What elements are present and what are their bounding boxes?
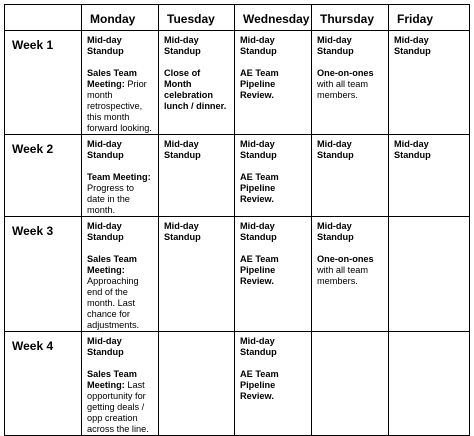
schedule-entry	[240, 35, 307, 57]
entry-title: Mid-day Standup	[394, 35, 431, 56]
entry-title: Mid-day Standup	[240, 139, 277, 160]
schedule-cell	[235, 31, 312, 135]
day-header: Friday	[389, 5, 470, 31]
week-row	[5, 332, 470, 436]
week-label: Week 3	[5, 217, 82, 332]
schedule-entry	[240, 221, 307, 243]
schedule-cell	[312, 31, 389, 135]
entry-title: Mid-day Standup	[317, 221, 354, 242]
entry-title: Mid-day Standup	[394, 139, 431, 160]
schedule-entry	[317, 35, 384, 57]
entry-title: Sales Team Meeting:	[87, 369, 137, 390]
entry-spacer	[317, 57, 384, 68]
schedule-cell	[235, 217, 312, 332]
schedule-entry	[394, 139, 465, 161]
entry-detail: Prior month retrospective, this month forward looking.	[87, 79, 152, 133]
schedule-entry	[240, 68, 307, 101]
schedule-cell	[389, 135, 470, 217]
week-row	[5, 135, 470, 217]
entry-title: Mid-day Standup	[240, 221, 277, 242]
schedule-entry	[317, 68, 384, 101]
entry-title: Mid-day Standup	[240, 35, 277, 56]
schedule-entry	[87, 35, 154, 57]
entry-title: Close of Month celebration lunch / dinner.	[164, 68, 227, 111]
schedule-entry	[164, 68, 230, 112]
schedule-cell	[312, 332, 389, 436]
schedule-cell	[82, 217, 159, 332]
entry-title: Team Meeting:	[87, 172, 151, 182]
entry-title: Mid-day Standup	[87, 35, 124, 56]
schedule-cell	[312, 217, 389, 332]
entry-spacer	[164, 57, 230, 68]
entry-title: Mid-day Standup	[87, 139, 124, 160]
schedule-table	[4, 4, 470, 436]
entry-spacer	[240, 161, 307, 172]
schedule-cell	[159, 31, 235, 135]
schedule-entry	[87, 139, 154, 161]
entry-detail: Approaching end of the month. Last chance for adjustments.	[87, 276, 140, 330]
schedule-entry	[240, 336, 307, 358]
schedule-entry	[240, 172, 307, 205]
week-row	[5, 217, 470, 332]
entry-title: Mid-day Standup	[317, 35, 354, 56]
entry-spacer	[87, 358, 154, 369]
entry-title: AE Team Pipeline Review.	[240, 172, 279, 204]
schedule-entry	[87, 221, 154, 243]
schedule-entry	[240, 254, 307, 287]
schedule-cell	[159, 217, 235, 332]
schedule-entry	[394, 35, 465, 57]
day-header: Tuesday	[159, 5, 235, 31]
entry-title: One-on-ones	[317, 254, 374, 264]
schedule-entry	[87, 369, 154, 435]
schedule-cell	[312, 135, 389, 217]
schedule-entry	[87, 68, 154, 134]
schedule-cell	[235, 135, 312, 217]
entry-title: AE Team Pipeline Review.	[240, 68, 279, 100]
entry-spacer	[317, 243, 384, 254]
schedule-cell	[389, 31, 470, 135]
week-row	[5, 31, 470, 135]
entry-spacer	[87, 161, 154, 172]
schedule-entry	[317, 139, 384, 161]
schedule-cell	[82, 31, 159, 135]
schedule-entry	[164, 139, 230, 161]
entry-title: Mid-day Standup	[164, 139, 201, 160]
schedule-cell	[82, 332, 159, 436]
entry-spacer	[240, 243, 307, 254]
entry-spacer	[240, 57, 307, 68]
week-label: Week 4	[5, 332, 82, 436]
entry-title: Mid-day Standup	[240, 336, 277, 357]
entry-detail: Last opportunity for getting deals / opp creation across the line.	[87, 380, 149, 434]
entry-title: Sales Team Meeting:	[87, 68, 137, 89]
day-header: Thursday	[312, 5, 389, 31]
schedule-entry	[240, 369, 307, 402]
schedule-entry	[240, 139, 307, 161]
day-header: Wednesday	[235, 5, 312, 31]
entry-detail: with all team members.	[317, 265, 369, 286]
schedule-cell	[235, 332, 312, 436]
schedule-entry	[87, 336, 154, 358]
corner-cell	[5, 5, 82, 31]
schedule-cell	[159, 332, 235, 436]
entry-title: Sales Team Meeting:	[87, 254, 137, 275]
entry-spacer	[240, 358, 307, 369]
schedule-entry	[87, 172, 154, 216]
week-label: Week 2	[5, 135, 82, 217]
entry-title: AE Team Pipeline Review.	[240, 369, 279, 401]
entry-detail: Progress to date in the month.	[87, 183, 134, 215]
header-row	[5, 5, 470, 31]
week-label: Week 1	[5, 31, 82, 135]
entry-detail: with all team members.	[317, 79, 369, 100]
schedule-entry	[317, 254, 384, 287]
entry-title: AE Team Pipeline Review.	[240, 254, 279, 286]
entry-title: One-on-ones	[317, 68, 374, 78]
entry-title: Mid-day Standup	[164, 35, 201, 56]
schedule-cell	[389, 332, 470, 436]
entry-spacer	[87, 243, 154, 254]
entry-spacer	[87, 57, 154, 68]
schedule-cell	[82, 135, 159, 217]
schedule-entry	[317, 221, 384, 243]
schedule-cell	[389, 217, 470, 332]
day-header: Monday	[82, 5, 159, 31]
schedule-entry	[164, 221, 230, 243]
schedule-entry	[87, 254, 154, 331]
entry-title: Mid-day Standup	[317, 139, 354, 160]
schedule-entry	[164, 35, 230, 57]
entry-title: Mid-day Standup	[164, 221, 201, 242]
entry-title: Mid-day Standup	[87, 221, 124, 242]
schedule-cell	[159, 135, 235, 217]
entry-title: Mid-day Standup	[87, 336, 124, 357]
